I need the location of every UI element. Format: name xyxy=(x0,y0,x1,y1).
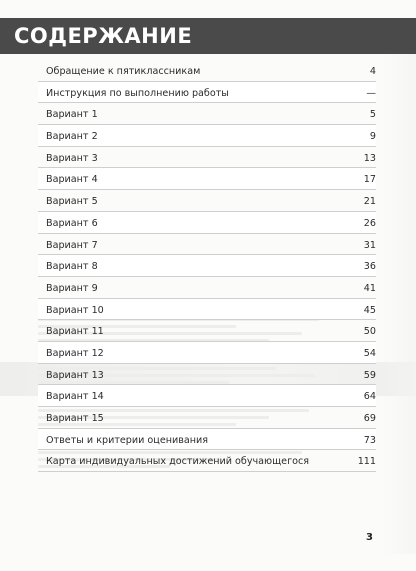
toc-entry-label: Обращение к пятиклассникам xyxy=(46,66,201,77)
toc-row xyxy=(38,60,376,82)
toc-entry-page: 59 xyxy=(363,369,376,381)
toc-entry-label: Вариант 8 xyxy=(46,261,98,273)
toc-entry-page: 31 xyxy=(363,239,376,251)
toc-row xyxy=(38,364,376,386)
toc-entry-page: 4 xyxy=(369,66,376,77)
toc-entry-label: Вариант 13 xyxy=(46,369,104,381)
toc-entry-page: 73 xyxy=(363,434,376,446)
toc-entry-label: Вариант 12 xyxy=(46,347,104,359)
toc-entry-label: Вариант 11 xyxy=(46,326,104,338)
toc-entry-page: 21 xyxy=(363,196,376,208)
toc-entry-page: 26 xyxy=(363,217,376,229)
toc-row xyxy=(38,385,376,407)
toc-row xyxy=(38,234,376,256)
contents-header-bar xyxy=(0,18,416,54)
toc-row xyxy=(38,255,376,277)
toc-entry-page: — xyxy=(366,87,376,99)
toc-entry-label: Инструкция по выполнению работы xyxy=(46,87,229,99)
toc-entry-label: Вариант 2 xyxy=(46,131,98,143)
toc-entry-label: Вариант 10 xyxy=(46,304,104,316)
toc-row xyxy=(38,429,376,451)
toc-entry-page: 17 xyxy=(363,174,376,186)
toc-entry-page: 36 xyxy=(363,261,376,273)
toc-entry-page: 50 xyxy=(363,326,376,338)
toc-row xyxy=(38,103,376,125)
page-edge-shadow xyxy=(382,54,416,554)
toc-row xyxy=(38,168,376,190)
toc-row xyxy=(38,450,376,472)
toc-entry-page: 13 xyxy=(363,152,376,164)
table-of-contents xyxy=(38,60,376,472)
toc-entry-label: Вариант 5 xyxy=(46,196,98,208)
toc-entry-label: Вариант 7 xyxy=(46,239,98,251)
toc-entry-page: 54 xyxy=(363,347,376,359)
toc-row xyxy=(38,212,376,234)
page-title: СОДЕРЖАНИЕ xyxy=(14,24,193,48)
toc-row xyxy=(38,277,376,299)
toc-entry-page: 5 xyxy=(369,109,376,121)
toc-row xyxy=(38,342,376,364)
toc-row xyxy=(38,190,376,212)
toc-entry-label: Вариант 4 xyxy=(46,174,98,186)
toc-row xyxy=(38,82,376,104)
toc-entry-label: Вариант 14 xyxy=(46,391,104,403)
toc-entry-page: 69 xyxy=(363,413,376,424)
toc-entry-page: 41 xyxy=(363,282,376,294)
toc-row xyxy=(38,320,376,342)
toc-row xyxy=(38,299,376,321)
toc-entry-label: Вариант 3 xyxy=(46,152,98,164)
toc-row xyxy=(38,407,376,429)
toc-row xyxy=(38,147,376,169)
toc-entry-page: 111 xyxy=(357,456,376,468)
toc-entry-page: 64 xyxy=(363,391,376,403)
toc-entry-label: Карта индивидуальных достижений обучающегося xyxy=(46,456,310,468)
toc-entry-label: Вариант 1 xyxy=(46,109,98,121)
toc-entry-label: Вариант 6 xyxy=(46,217,98,229)
toc-entry-label: Ответы и критерии оценивания xyxy=(46,434,209,446)
toc-entry-label: Вариант 15 xyxy=(46,413,104,424)
toc-entry-label: Вариант 9 xyxy=(46,282,98,294)
toc-entry-page: 9 xyxy=(369,131,376,143)
toc-row xyxy=(38,125,376,147)
toc-entry-page: 45 xyxy=(363,304,376,316)
page-number: 3 xyxy=(366,532,373,543)
